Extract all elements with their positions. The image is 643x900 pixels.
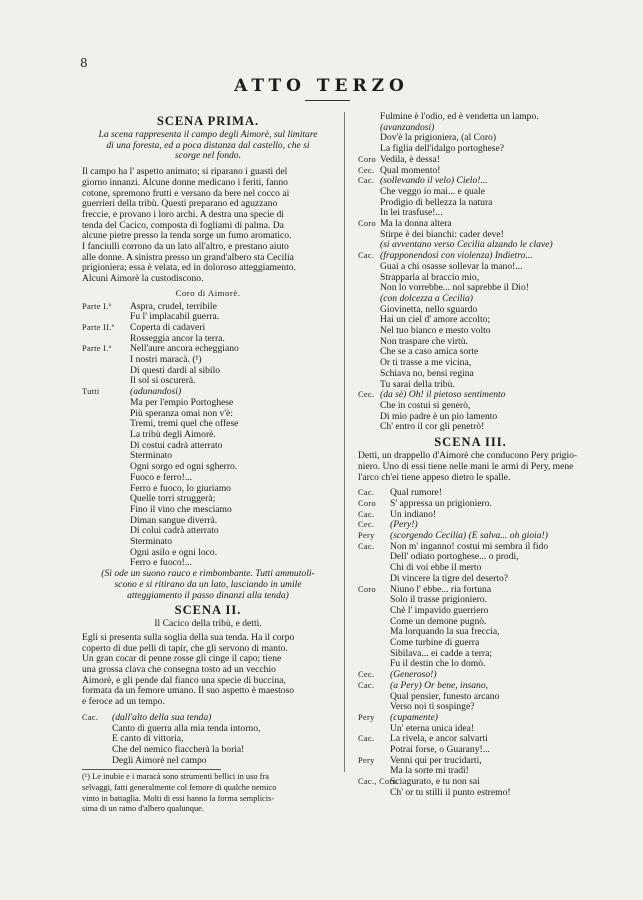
verse-line bbox=[82, 323, 334, 334]
speaker-label: Cac., Coro bbox=[358, 777, 398, 787]
verse-text: Ma lorquando la sua freccia, bbox=[390, 627, 500, 638]
desc-line: Aimorè, e gli pende dal fianco una specie di buccina, bbox=[82, 675, 286, 686]
left-column bbox=[82, 112, 334, 815]
verse-line bbox=[82, 494, 334, 505]
verse-line bbox=[82, 724, 334, 735]
verse-line bbox=[358, 198, 583, 209]
verse-text: Sciagurato, e tu non sai bbox=[390, 777, 480, 788]
verse-line bbox=[358, 617, 583, 628]
desc-line: Un gran cocar di penne rosse gli cinge il capo; tiene bbox=[82, 654, 282, 665]
verse-text: In lei trasfuse!... bbox=[380, 208, 443, 219]
verse-line bbox=[82, 462, 334, 473]
verse-text: Ma la sorte mi tradì! bbox=[390, 766, 469, 777]
desc-line: Alcuni Aimorè la custodiscono. bbox=[82, 274, 204, 285]
verse-line bbox=[358, 520, 583, 531]
verse-text: Potrai forse, o Guarany!... bbox=[390, 745, 490, 756]
verse-text: (da sè) Oh! il pietoso sentimento bbox=[380, 390, 506, 401]
desc-line: alle donne. A sinistra presso un grand'albero sta Cecilia bbox=[82, 252, 294, 263]
verse-line bbox=[358, 488, 583, 499]
stage-direction bbox=[82, 130, 334, 162]
verse-line bbox=[82, 366, 334, 377]
scene-description bbox=[358, 451, 583, 483]
verse-line bbox=[358, 230, 583, 241]
verse-text: Venni qui per trucidarti, bbox=[390, 755, 482, 766]
verse-line bbox=[358, 563, 583, 574]
desc-line: prigioniera; essa è velata, ed in doloroso atteggiamento. bbox=[82, 263, 296, 274]
speaker-label: Tutti bbox=[82, 387, 100, 397]
verse-line bbox=[82, 419, 334, 430]
speaker-label: Parte II.ª bbox=[82, 322, 115, 332]
verse-line bbox=[82, 355, 334, 366]
speaker-label: Pery bbox=[358, 755, 375, 765]
verse-line bbox=[358, 542, 583, 553]
stage-line: La scena rappresenta il campo degli Aimorè, sul limitare bbox=[98, 130, 318, 140]
verse-line bbox=[82, 473, 334, 484]
verse-text: Di vincere la tigre del deserto? bbox=[390, 573, 509, 584]
verse-line bbox=[82, 409, 334, 420]
verse-line bbox=[82, 516, 334, 527]
verse-text: Dell' odiato portoghese... o prodi, bbox=[390, 552, 519, 563]
stage-line: scorge nel fondo. bbox=[175, 151, 241, 162]
verse-line bbox=[82, 312, 334, 323]
speaker-label: Coro bbox=[358, 219, 376, 229]
verse-line bbox=[358, 401, 583, 412]
desc-line: alcune pietre presso la tenda sorge un fumo aromatico. bbox=[82, 231, 292, 242]
verse-text: (Generoso!) bbox=[390, 670, 437, 681]
verse-line bbox=[358, 766, 583, 777]
desc-line: tenda del Cacico, composta di fogliami di palma. Da bbox=[82, 220, 284, 231]
verse-line bbox=[358, 756, 583, 767]
speaker-label: Cec. bbox=[358, 390, 375, 400]
stage-line: scono e si ritirano da un lato, lasciando in umile bbox=[114, 579, 302, 590]
verse-line bbox=[358, 166, 583, 177]
verse-line bbox=[358, 187, 583, 198]
verse-text: Che veggo io mai... e quale bbox=[380, 186, 485, 197]
desc-line: una grossa clava che consegna tosto ad un vecchio bbox=[82, 665, 276, 676]
verse-block bbox=[82, 302, 334, 570]
scene-heading: SCENA III. bbox=[434, 435, 507, 450]
verse-line bbox=[358, 734, 583, 745]
verse-text: Sterminato bbox=[130, 537, 173, 548]
verse-text: La rivela, e ancor salvarti bbox=[390, 734, 488, 745]
verse-text: Che se a caso amica sorte bbox=[380, 347, 479, 358]
verse-text: Di colui cadrà atterrato bbox=[130, 526, 219, 537]
verse-text: Qual momento! bbox=[380, 165, 441, 176]
verse-text: Ch' or tu stilli il punto estremo! bbox=[390, 787, 511, 798]
right-column bbox=[358, 112, 583, 799]
verse-line bbox=[358, 155, 583, 166]
verse-block bbox=[358, 112, 583, 433]
verse-line bbox=[82, 376, 334, 387]
verse-text: (scorgendo Cecilia) (È salva... oh gioia!) bbox=[390, 531, 548, 542]
desc-line: Detti, un drappello d'Aimorè che conducono Pery prigio- bbox=[358, 451, 578, 462]
verse-line bbox=[82, 537, 334, 548]
verse-line bbox=[82, 713, 334, 724]
speaker-label: Cac. bbox=[358, 251, 375, 261]
verse-text: (cupamente) bbox=[390, 712, 438, 723]
verse-text: (con dolcezza a Cecilia) bbox=[380, 293, 473, 304]
verse-line bbox=[358, 777, 583, 788]
verse-text: (a Pery) Or bene, insano, bbox=[390, 680, 489, 691]
verse-text: Stirpe è dei bianchi: cader deve! bbox=[380, 229, 504, 240]
verse-line bbox=[358, 649, 583, 660]
verse-text: La tribù degli Aimorè. bbox=[130, 429, 216, 440]
verse-line bbox=[82, 756, 334, 767]
verse-text: Nell'aure ancora echeggiano bbox=[130, 344, 239, 355]
verse-text: Fulmine è l'odio, ed è vendetta un lampo. bbox=[380, 112, 539, 122]
verse-line bbox=[358, 326, 583, 337]
verse-text: Che in costui si generò, bbox=[380, 400, 471, 411]
verse-text: Chè l' impavido guerriero bbox=[390, 605, 489, 616]
speaker-label: Cac. bbox=[358, 734, 375, 744]
verse-text: Sibilava... ei cadde a terra; bbox=[390, 648, 493, 659]
verse-text: Di questi dardi al sibilo bbox=[130, 365, 221, 376]
verse-text: Come turbine di guerra bbox=[390, 638, 480, 649]
scene-description bbox=[82, 633, 334, 708]
verse-line bbox=[358, 510, 583, 521]
verse-line bbox=[358, 176, 583, 187]
verse-line bbox=[358, 123, 583, 134]
verse-text: I nostri maracà. (¹) bbox=[130, 355, 202, 366]
verse-text: Rosseggia ancor la terra. bbox=[130, 333, 225, 344]
speaker-label: Cec. bbox=[358, 165, 375, 175]
verse-line bbox=[82, 484, 334, 495]
title-rule bbox=[305, 100, 350, 101]
chorus-heading: Coro di Aimorè. bbox=[175, 287, 241, 298]
stage-line: (Si ode un suono rauco e rimbombante. Tutti ammutoli- bbox=[101, 569, 315, 580]
verse-text: Tu sarai della tribù. bbox=[380, 379, 455, 390]
verse-text: Strapparla al braccio mio, bbox=[380, 272, 480, 283]
verse-text: Hai un ciel d' amore accolto; bbox=[380, 315, 491, 326]
verse-text: Quelle torri struggerà; bbox=[130, 494, 216, 505]
verse-text: Un indiano! bbox=[390, 509, 437, 520]
page-number: 8 bbox=[80, 56, 88, 70]
stage-line: atteggiamento il passo dinanzi alla tenda) bbox=[127, 590, 289, 601]
footnote-line: selvaggi, fatti generalmente col femore di qualche nemico bbox=[82, 783, 277, 793]
verse-block bbox=[358, 488, 583, 798]
verse-text: Un' eterna unica idea! bbox=[390, 723, 475, 734]
verse-text: Il sol si oscurerà. bbox=[130, 376, 196, 387]
verse-line bbox=[358, 347, 583, 358]
verse-line bbox=[358, 627, 583, 638]
verse-text: (dall'alto della sua tenda) bbox=[112, 712, 212, 723]
verse-line bbox=[358, 788, 583, 799]
verse-text: Vedila, è dessa! bbox=[380, 154, 440, 165]
verse-text: Guai a chi osasse sollevar la mano!... bbox=[380, 261, 523, 272]
verse-text: Chi di voi ebbe il merto bbox=[390, 563, 482, 574]
speaker-label: Parte I.ª bbox=[82, 344, 112, 354]
verse-text: Verso noi ti sospinge? bbox=[390, 702, 475, 713]
verse-line bbox=[358, 422, 583, 433]
verse-text: Come un demone pugnò. bbox=[390, 616, 487, 627]
verse-line bbox=[358, 585, 583, 596]
verse-text: (si avventano verso Cecilia alzando le clave) bbox=[380, 240, 553, 251]
verse-text: Più speranza omai non v'è: bbox=[130, 408, 233, 419]
scene-heading: SCENA II. bbox=[174, 603, 242, 618]
verse-line bbox=[82, 451, 334, 462]
verse-line bbox=[358, 305, 583, 316]
verse-line bbox=[358, 315, 583, 326]
verse-text: Non lo vorrebbe... nol saprebbe il Dio! bbox=[380, 283, 529, 294]
verse-line bbox=[358, 219, 583, 230]
verse-line bbox=[82, 558, 334, 569]
verse-text: (Pery!) bbox=[390, 520, 418, 531]
verse-text: Fuoco e ferro!... bbox=[130, 472, 193, 483]
verse-line bbox=[358, 251, 583, 262]
footnote-rule bbox=[82, 769, 221, 770]
verse-line bbox=[358, 552, 583, 563]
verse-line bbox=[358, 133, 583, 144]
stage-line: di una foresta, ed a poca distanza dal castello, che si bbox=[106, 140, 310, 151]
verse-line bbox=[358, 337, 583, 348]
verse-text: Non traspare che virtù. bbox=[380, 336, 468, 347]
verse-line bbox=[358, 499, 583, 510]
verse-line bbox=[358, 283, 583, 294]
speaker-label: Cac. bbox=[82, 712, 99, 722]
verse-text: Fu il destin che lo domò. bbox=[390, 659, 486, 670]
verse-text: Ferro e fuoco!... bbox=[130, 558, 193, 569]
verse-line bbox=[82, 734, 334, 745]
verse-text: Fino il vino che mesciamo bbox=[130, 504, 232, 515]
desc-line: guerrieri della tribù. Questi preparano ed aguzzano bbox=[82, 199, 278, 210]
scene-heading: SCENA PRIMA. bbox=[156, 114, 260, 128]
verse-text: Nel tuo bianco e mesto volto bbox=[380, 326, 491, 337]
footnote-line: (¹) Le inubie e i maracà sono strumenti bellici in uso fra bbox=[82, 772, 269, 782]
verse-line bbox=[358, 412, 583, 423]
footnote-line: vinto in battaglia. Molti di essi hanno la forma semplicis- bbox=[82, 793, 275, 803]
verse-text: Solo il trasse prigioniero. bbox=[390, 595, 487, 606]
verse-text: (frapponendosi con violenza) Indietro... bbox=[380, 251, 533, 262]
verse-text: La figlia dell'idalgo portoghese? bbox=[380, 144, 505, 155]
verse-text: Aspra, crudel, terribile bbox=[130, 301, 217, 312]
column-divider bbox=[344, 112, 345, 772]
verse-text: Fu l' implacabil guerra. bbox=[130, 312, 220, 323]
desc-line: coperto di due pelli di tapir, che gli servono di manto. bbox=[82, 643, 288, 654]
verse-line bbox=[358, 358, 583, 369]
verse-text: Di mio padre è un pio lamento bbox=[380, 411, 498, 422]
verse-text: Dov'è la prigioniera, (al Coro) bbox=[380, 133, 497, 144]
scene-description bbox=[82, 167, 334, 285]
speaker-label: Pery bbox=[358, 712, 375, 722]
desc-line: Il campo ha l' aspetto animato; si riparano i guasti del bbox=[82, 167, 288, 178]
verse-text: Di costui cadrà atterrato bbox=[130, 440, 223, 451]
verse-line bbox=[358, 112, 583, 123]
verse-line bbox=[358, 294, 583, 305]
verse-line bbox=[82, 344, 334, 355]
desc-line: Egli si presenta sulla soglia della sua tenda. Ha il corpo bbox=[82, 632, 295, 643]
verse-line bbox=[358, 670, 583, 681]
verse-line bbox=[358, 724, 583, 735]
verse-line bbox=[358, 638, 583, 649]
speaker-label: Cac. bbox=[358, 680, 375, 690]
verse-text: Or ti trasse a me vicina, bbox=[380, 358, 472, 369]
speaker-label: Parte I.ª bbox=[82, 301, 112, 311]
verse-text: Sterminato bbox=[130, 451, 173, 462]
act-title: ATTO TERZO bbox=[234, 76, 409, 96]
verse-text: Ma per l'empio Portoghese bbox=[130, 397, 234, 408]
verse-text: (adunandosi) bbox=[130, 387, 182, 398]
verse-text: Qual pensier, funesto arcano bbox=[390, 691, 500, 702]
verse-text: Schiava no, bensì regina bbox=[380, 368, 474, 379]
verse-line bbox=[82, 745, 334, 756]
verse-line bbox=[358, 262, 583, 273]
verse-line bbox=[358, 702, 583, 713]
desc-line: giorno innanzi. Alcune donne medicano i feriti, fanno bbox=[82, 177, 288, 188]
verse-text: Ch' entro il cor gli penetrò! bbox=[380, 422, 485, 433]
verse-text: (sollevando il velo) Cielo!... bbox=[380, 176, 488, 187]
verse-line bbox=[358, 745, 583, 756]
desc-line: freccie, e provano i loro archi. A destra una specie di bbox=[82, 209, 284, 220]
verse-text: Qual rumore! bbox=[390, 488, 442, 499]
verse-text: Che del nemico fiaccherà la boria! bbox=[112, 744, 245, 755]
verse-line bbox=[358, 574, 583, 585]
verse-line bbox=[82, 548, 334, 559]
verse-text: Degli Aimorè nel campo bbox=[112, 755, 207, 766]
verse-text: S' appressa un prigioniero. bbox=[390, 498, 492, 509]
verse-line bbox=[358, 692, 583, 703]
verse-line bbox=[82, 334, 334, 345]
verse-line bbox=[358, 390, 583, 401]
desc-line: I fanciulli corrono da un lato all'altro, e prestano aiuto bbox=[82, 242, 289, 253]
verse-text: Diman sangue diverrà. bbox=[130, 515, 218, 526]
verse-text: Ferro e fuoco, lo giuriamo bbox=[130, 483, 231, 494]
verse-text: Niuno l' ebbe... ria fortuna bbox=[390, 584, 492, 595]
verse-text: Prodigio di bellezza la natura bbox=[380, 197, 493, 208]
speaker-label: Coro bbox=[358, 498, 376, 508]
desc-line: formata da un femore umano. Il suo aspetto è maestoso bbox=[82, 686, 295, 697]
verse-line bbox=[358, 606, 583, 617]
speaker-label: Coro bbox=[358, 154, 376, 164]
desc-line: cotone, spremono frutti e versano da bere nel cocco ai bbox=[82, 188, 290, 199]
footnote-line: sima di un ramo d'albero qualunque. bbox=[82, 804, 204, 814]
speaker-label: Pery bbox=[358, 531, 375, 541]
verse-text: Ma la donna altera bbox=[380, 219, 452, 230]
verse-line bbox=[358, 531, 583, 542]
verse-text: (avanzandosi) bbox=[380, 122, 435, 133]
verse-line bbox=[82, 398, 334, 409]
verse-text: Giovinetta, nello sguardo bbox=[380, 304, 478, 315]
verse-line bbox=[358, 240, 583, 251]
verse-line bbox=[358, 208, 583, 219]
verse-line bbox=[82, 441, 334, 452]
verse-block bbox=[82, 713, 334, 767]
speaker-label: Cec. bbox=[358, 670, 375, 680]
desc-line: niero. Uno di essi tiene nelle mani le armi di Pery, mene bbox=[358, 461, 574, 472]
verse-line bbox=[82, 302, 334, 313]
desc-line: e feroce ad un tempo. bbox=[82, 697, 165, 708]
verse-text: E canto di vittoria, bbox=[112, 734, 184, 745]
speaker-label: Cac. bbox=[358, 509, 375, 519]
verse-line bbox=[82, 430, 334, 441]
verse-text: Non m' inganno! costui mi sembra il fido bbox=[390, 541, 549, 552]
footnote bbox=[82, 772, 334, 815]
verse-text: Coperta di cadaveri bbox=[130, 322, 206, 333]
verse-line bbox=[358, 681, 583, 692]
desc-line: l'arco ch'ei tiene appeso dietro le spalle. bbox=[358, 472, 511, 483]
verse-line bbox=[358, 713, 583, 724]
verse-line bbox=[82, 505, 334, 516]
verse-text: Ogni asilo e ogni loco. bbox=[130, 547, 218, 558]
verse-text: Tremi, tremi quel che offese bbox=[130, 419, 239, 430]
verse-line bbox=[358, 659, 583, 670]
verse-text: Ogni sorgo ed ogni sgherro. bbox=[130, 462, 238, 473]
speaker-label: Cac. bbox=[358, 176, 375, 186]
speaker-label: Cac. bbox=[358, 488, 375, 498]
verse-line bbox=[358, 380, 583, 391]
speaker-label: Cac. bbox=[358, 541, 375, 551]
verse-line bbox=[82, 526, 334, 537]
verse-line bbox=[358, 273, 583, 284]
verse-text: Canto di guerra alla mia tenda intorno, bbox=[112, 723, 261, 734]
verse-line bbox=[358, 595, 583, 606]
scene-subtitle: Il Cacico della tribù, e detti. bbox=[154, 619, 262, 630]
verse-line bbox=[358, 369, 583, 380]
verse-line bbox=[82, 387, 334, 398]
verse-line bbox=[358, 144, 583, 155]
speaker-label: Coro bbox=[358, 584, 376, 594]
speaker-label: Cec. bbox=[358, 520, 375, 530]
